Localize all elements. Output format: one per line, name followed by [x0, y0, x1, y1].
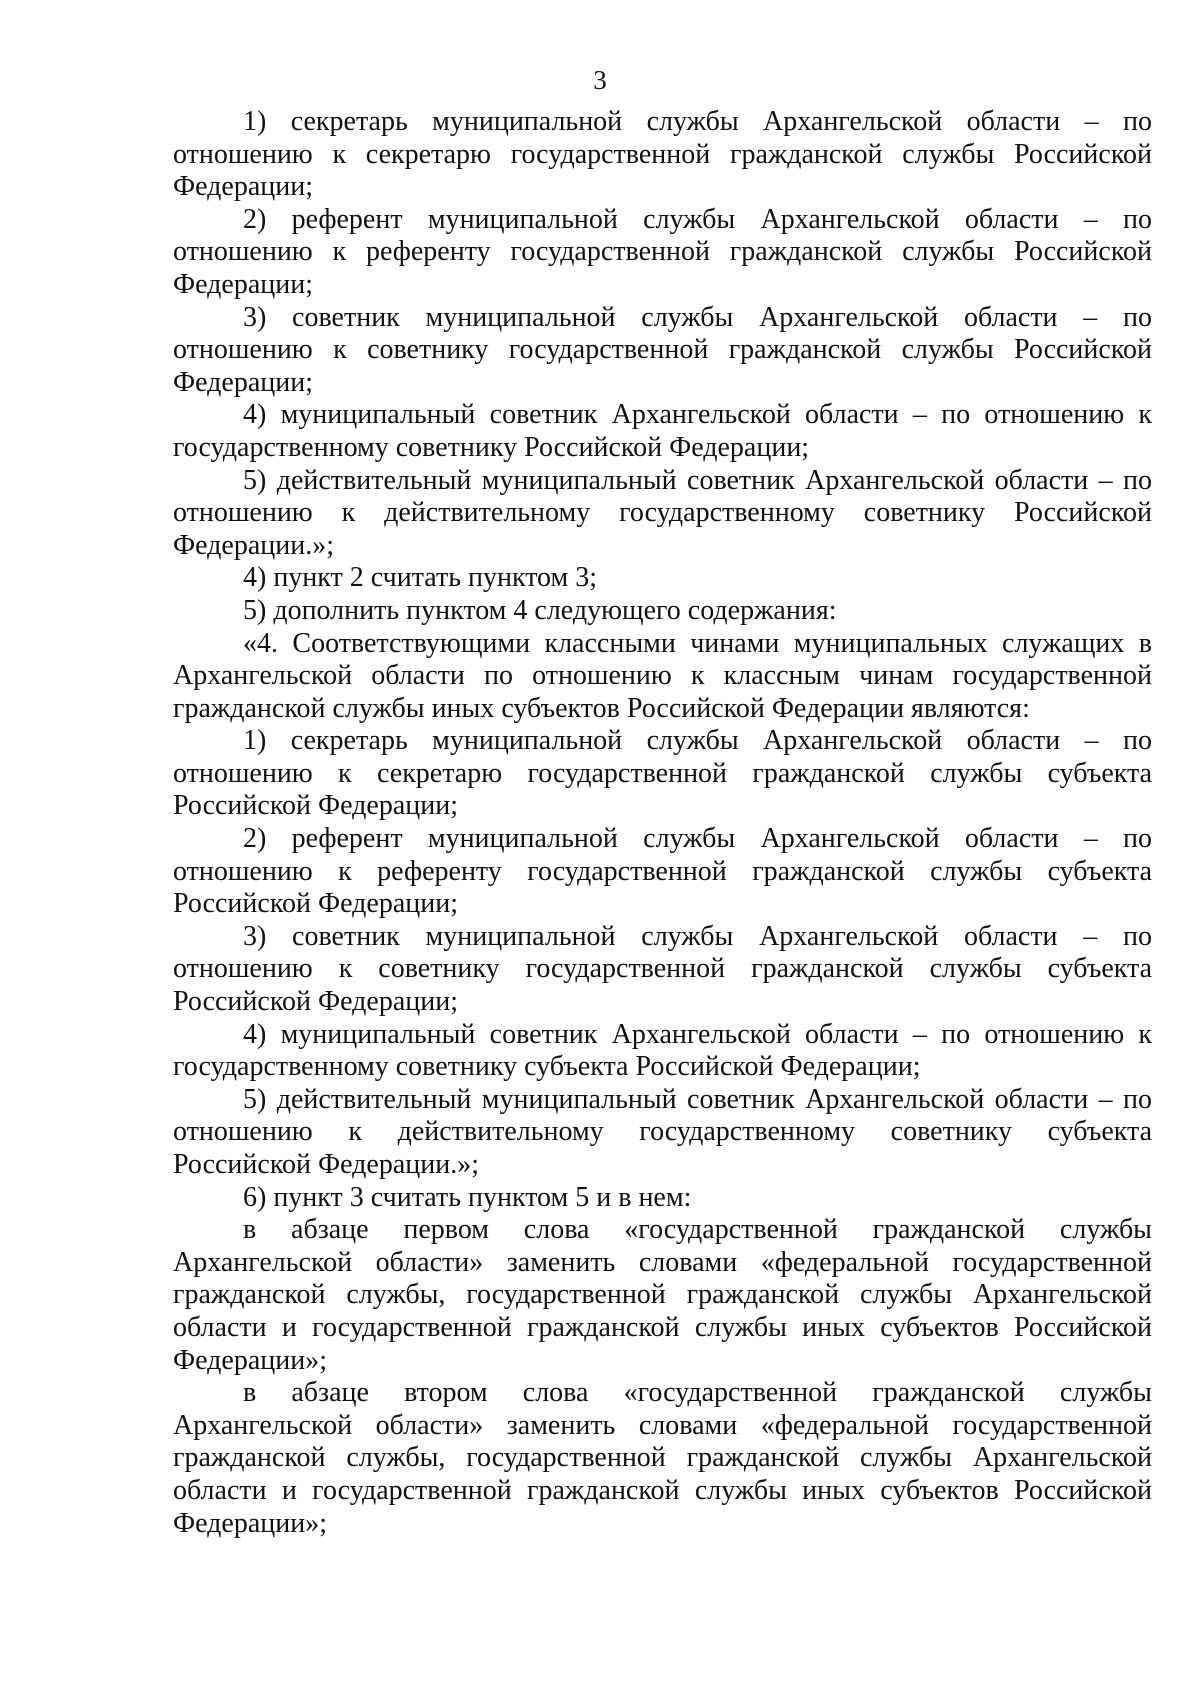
paragraph-item-2-renumber: 4) пункт 2 считать пунктом 3; — [243, 562, 598, 594]
document-body — [173, 106, 1152, 1540]
paragraph-secretary-rf: 1) секретарь муниципальной службы Архангельской области – по отношению к секретарю государственной гражданской службы Российской Федерации; — [173, 106, 1152, 203]
paragraph-municipal-advisor-subject: 4) муниципальный советник Архангельской области – по отношению к государственному советнику субъекта Российской Федерации; — [173, 1018, 1152, 1083]
paragraph-referent-subject: 2) референт муниципальной службы Архангельской области – по отношению к референту государственной гражданской службы субъекта Российской Федерации; — [173, 823, 1152, 920]
paragraph-add-item-4: 5) дополнить пунктом 4 следующего содержания: — [243, 594, 837, 626]
paragraph-first-abzac-change: в абзаце первом слова «государственной гражданской службы Архангельской области» заменить словами «федеральной государственной гражданской службы, государственной гражданской службы Архангельской области и государственной гражданской службы иных субъектов Российской Федерации»; — [173, 1214, 1152, 1376]
paragraph-advisor-subject: 3) советник муниципальной службы Архангельской области – по отношению к советнику государственной гражданской службы субъекта Российской Федерации; — [173, 920, 1152, 1018]
paragraph-item-3-renumber: 6) пункт 3 считать пунктом 5 и в нем: — [243, 1181, 692, 1213]
paragraph-advisor-rf: 3) советник муниципальной службы Архангельской области – по отношению к советнику государственной гражданской службы Российской Федерации; — [173, 301, 1152, 398]
paragraph-item-4-intro: «4. Соответствующими классными чинами муниципальных служащих в Архангельской области по отношению к классным чинам государственной гражданской службы иных субъектов Российской Федерации являются: — [173, 627, 1152, 724]
page-number: 3 — [593, 65, 607, 95]
paragraph-second-abzac-change: в абзаце втором слова «государственной гражданской службы Архангельской области» заменить словами «федеральной государственной гражданской службы, государственной гражданской службы Архангельской области и государственной гражданской службы иных субъектов Российской Федерации»; — [173, 1377, 1152, 1539]
paragraph-municipal-advisor-rf: 4) муниципальный советник Архангельской области – по отношению к государственному советнику Российской Федерации; — [173, 399, 1152, 463]
paragraph-actual-municipal-advisor-subject: 5) действительный муниципальный советник Архангельской области – по отношению к действительному государственному советнику субъекта Российской Федерации.»; — [173, 1083, 1152, 1180]
paragraph-actual-municipal-advisor-rf: 5) действительный муниципальный советник Архангельской области – по отношению к действительному государственному советнику Российской Федерации.»; — [173, 464, 1152, 561]
paragraph-secretary-subject: 1) секретарь муниципальной службы Архангельской области – по отношению к секретарю государственной гражданской службы субъекта Российской Федерации; — [173, 725, 1152, 822]
paragraph-referent-rf: 2) референт муниципальной службы Архангельской области – по отношению к референту государственной гражданской службы Российской Федерации; — [173, 203, 1152, 300]
